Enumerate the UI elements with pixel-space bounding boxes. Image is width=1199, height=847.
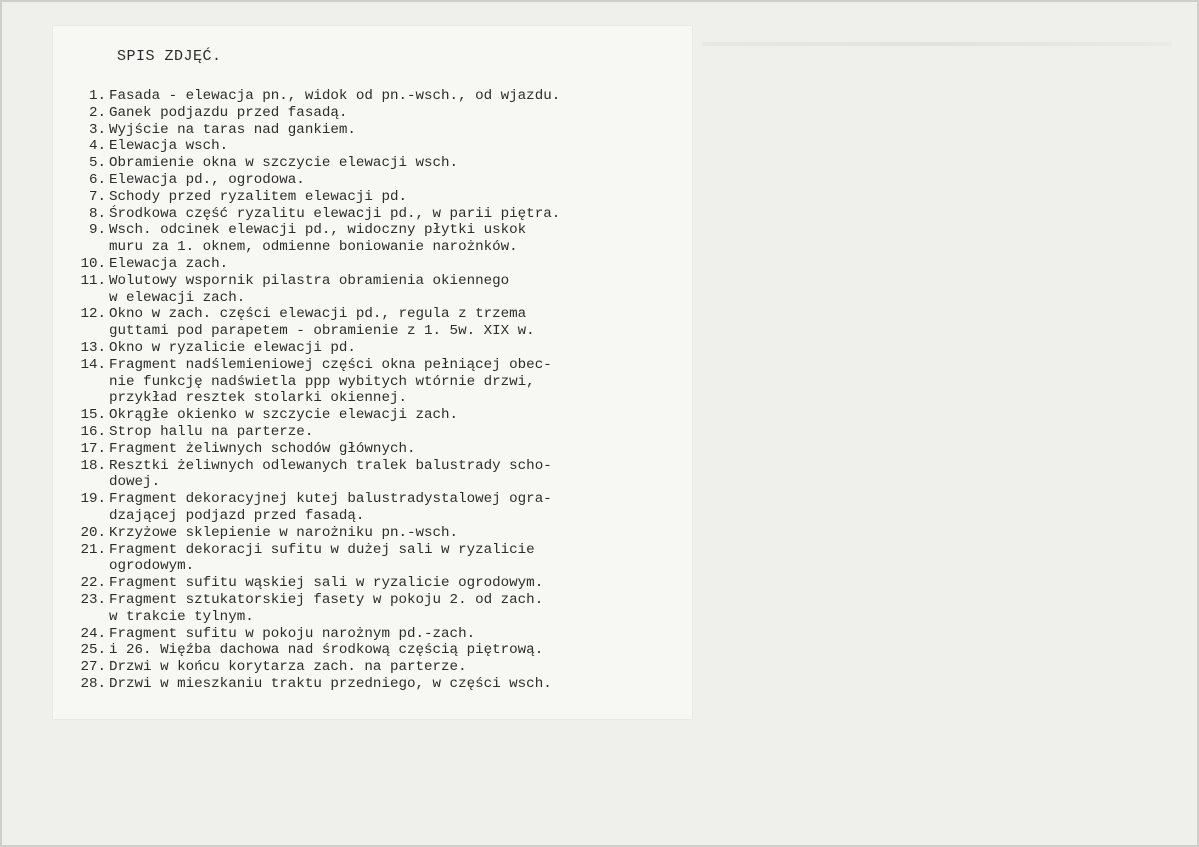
item-number: 7. [88, 188, 106, 205]
item-number: 11. [80, 272, 106, 289]
item-text-line: Elewacja pd., ogrodowa. [109, 171, 305, 188]
item-text [109, 424, 313, 441]
photo-list [64, 88, 560, 693]
page-title: SPIS ZDJĘĆ. [117, 48, 222, 65]
item-text-line: guttami pod parapetem - obramienie z 1. 5w. XIX w. [109, 323, 535, 340]
item-number: 8. [88, 205, 106, 222]
item-text [109, 138, 228, 155]
item-text [109, 340, 356, 357]
item-number: 25. [80, 642, 106, 659]
item-text-line: Resztki żeliwnych odlewanych tralek balustrady scho- [109, 457, 552, 474]
item-text [109, 155, 458, 172]
item-text-line: Obramienie okna w szczycie elewacji wsch. [109, 155, 459, 172]
item-number: 10. [80, 255, 106, 272]
item-text [109, 659, 467, 676]
item-text [109, 592, 543, 626]
item-text-line: przykład resztek stolarki okiennej. [109, 390, 407, 407]
list-item [64, 542, 560, 576]
item-number: 15. [80, 407, 106, 424]
item-number: 14. [80, 356, 106, 373]
item-text [109, 626, 475, 643]
item-number: 6. [88, 171, 106, 188]
item-number: 28. [80, 675, 106, 692]
item-text-line: Elewacja wsch. [109, 138, 229, 155]
list-item [64, 306, 560, 340]
item-number: 12. [80, 306, 106, 323]
list-item [64, 407, 560, 424]
item-text-line: Ganek podjazdu przed fasadą. [109, 104, 348, 121]
item-text-line: Fasada - elewacja pn., widok od pn.-wsch., od wjazdu. [109, 88, 561, 104]
item-text-line: Fragment dekoracji sufitu w dużej sali w ryzalicie [109, 541, 535, 558]
item-text-line: w trakcie tylnym. [109, 608, 254, 625]
item-text-line: Wolutowy wspornik pilastra obramienia okiennego [109, 272, 510, 289]
list-item [64, 138, 560, 155]
item-number: 5. [88, 155, 106, 172]
item-text-line: Fragment nadślemieniowej części okna pełniącej obec- [109, 356, 552, 373]
item-text [109, 642, 543, 659]
item-text-line: Drzwi w mieszkaniu traktu przedniego, w części wsch. [109, 675, 552, 692]
item-text-line: dowej. [109, 474, 161, 491]
list-item [64, 340, 560, 357]
faint-background-mark [702, 42, 1172, 46]
item-text [109, 441, 416, 458]
item-text-line: Fragment sufitu w pokoju narożnym pd.-zach. [109, 625, 476, 642]
item-text [109, 575, 543, 592]
item-number: 9. [88, 222, 106, 239]
item-text-line: Schody przed ryzalitem elewacji pd. [109, 188, 407, 205]
item-number: 4. [88, 138, 106, 155]
item-text-line: Wsch. odcinek elewacji pd., widoczny płytki uskok [109, 222, 527, 239]
list-item [64, 206, 560, 223]
item-number: 20. [80, 524, 106, 541]
item-text-line: nie funkcję nadświetla ppp wybitych wtórnie drzwi, [109, 373, 535, 390]
item-number: 23. [80, 591, 106, 608]
item-text-line: Okrągłe okienko w szczycie elewacji zach. [109, 407, 459, 424]
item-text [109, 189, 407, 206]
item-text [109, 206, 560, 223]
item-number: 22. [80, 575, 106, 592]
item-number: 16. [80, 423, 106, 440]
item-text-line: Drzwi w końcu korytarza zach. na parterze. [109, 659, 467, 676]
item-text [109, 407, 458, 424]
item-text-line: Fragment dekoracyjnej kutej balustradystalowej ogra- [109, 491, 552, 508]
list-item [64, 357, 560, 407]
item-number: 2. [88, 104, 106, 121]
list-item [64, 189, 560, 206]
list-item [64, 88, 560, 105]
list-item [64, 105, 560, 122]
item-text-line: Środkowa część ryzalitu elewacji pd., w parii piętra. [109, 205, 561, 222]
item-number: 21. [80, 541, 106, 558]
list-item [64, 458, 560, 492]
item-text [109, 525, 458, 542]
list-item [64, 441, 560, 458]
item-text [109, 357, 552, 407]
item-text-line: Fragment sufitu wąskiej sali w ryzalicie ogrodowym. [109, 575, 544, 592]
item-number: 3. [88, 121, 106, 138]
item-number: 19. [80, 491, 106, 508]
item-text-line: Krzyżowe sklepienie w narożniku pn.-wsch. [109, 524, 459, 541]
list-item [64, 525, 560, 542]
list-item [64, 424, 560, 441]
list-item [64, 592, 560, 626]
list-item [64, 172, 560, 189]
list-item [64, 256, 560, 273]
item-number: 18. [80, 457, 106, 474]
list-item [64, 676, 560, 693]
list-item [64, 491, 560, 525]
item-text-line: w elewacji zach. [109, 289, 246, 306]
list-item [64, 575, 560, 592]
item-number: 13. [80, 339, 106, 356]
list-item [64, 122, 560, 139]
list-item [64, 155, 560, 172]
item-text-line: Wyjście na taras nad gankiem. [109, 121, 356, 138]
item-number: 27. [80, 659, 106, 676]
item-number: 17. [80, 440, 106, 457]
item-text-line: Fragment sztukatorskiej fasety w pokoju 2. od zach. [109, 591, 544, 608]
item-text [109, 105, 347, 122]
item-text [109, 542, 535, 576]
item-text [109, 458, 552, 492]
list-item [64, 222, 560, 256]
item-text [109, 88, 560, 105]
list-item [64, 273, 560, 307]
item-text-line: Fragment żeliwnych schodów głównych. [109, 440, 416, 457]
item-text [109, 273, 509, 307]
item-text-line: ogrodowym. [109, 558, 195, 575]
item-text [109, 676, 552, 693]
item-number: 1. [88, 88, 106, 104]
item-text-line: Elewacja zach. [109, 255, 229, 272]
item-text [109, 122, 356, 139]
item-text-line: Okno w zach. części elewacji pd., regula z trzema [109, 306, 527, 323]
item-number: 24. [80, 625, 106, 642]
item-text [109, 306, 535, 340]
item-text-line: muru za 1. oknem, odmienne boniowanie narożnków. [109, 239, 518, 256]
item-text-line: dzającej podjazd przed fasadą. [109, 507, 365, 524]
item-text [109, 256, 228, 273]
list-item [64, 659, 560, 676]
item-text [109, 172, 305, 189]
item-text-line: Strop hallu na parterze. [109, 423, 314, 440]
item-text-line: i 26. Więźba dachowa nad środkową częścią piętrową. [109, 642, 544, 659]
item-text-line: Okno w ryzalicie elewacji pd. [109, 339, 356, 356]
item-text [109, 491, 552, 525]
item-text [109, 222, 526, 256]
list-item [64, 642, 560, 659]
list-item [64, 626, 560, 643]
